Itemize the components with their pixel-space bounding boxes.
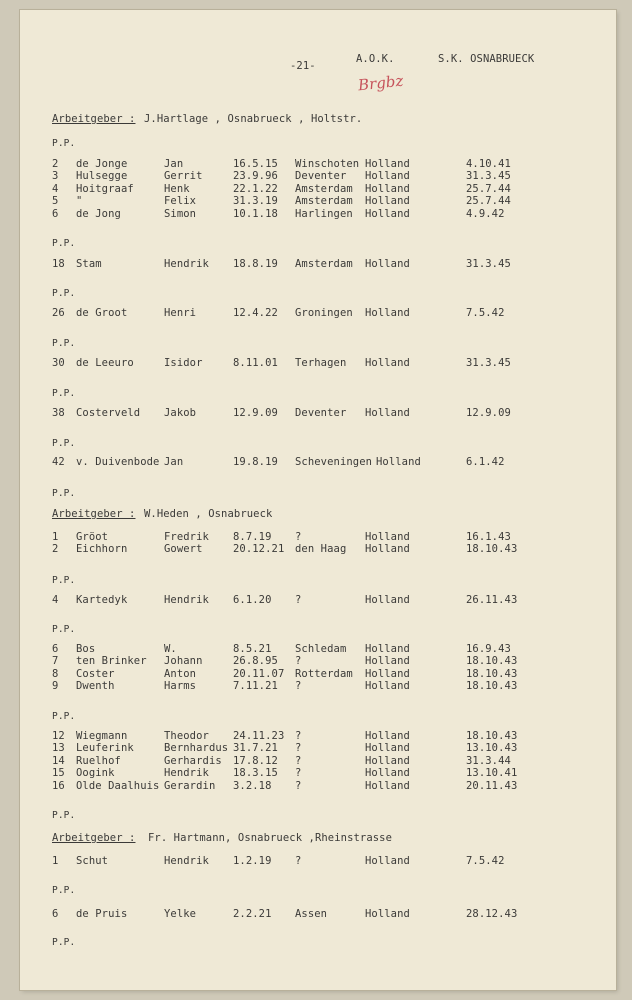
table-cell-firstname: Gowert <box>164 543 203 556</box>
table-cell-surname: Eichhorn <box>76 543 128 556</box>
table-cell-n: 2 <box>52 543 59 556</box>
table-cell-place: Groningen <box>295 307 353 319</box>
table-cell-place: Amsterdam <box>295 182 353 195</box>
table-cell-dob: 10.1.18 <box>233 207 278 220</box>
employer-name: Fr. Hartmann, Osnabrueck ,Rheinstrasse <box>148 832 393 844</box>
table-cell-country: Holland <box>365 779 410 792</box>
table-cell-country: Holland <box>365 407 410 419</box>
table-cell-country: Holland <box>376 456 421 468</box>
pp-label: P.P. <box>52 711 76 722</box>
table-cell-dob: 20.12.21 <box>233 543 285 556</box>
table-cell-date: 18.10.43 <box>466 667 518 680</box>
pp-label: P.P. <box>52 488 76 499</box>
table-cell-date: 28.12.43 <box>466 908 518 920</box>
table-cell-dob: 17.8.12 <box>233 754 278 767</box>
table-cell-country: Holland <box>365 195 410 208</box>
table-cell-dob: 2.2.21 <box>233 908 272 920</box>
table-cell-country: Holland <box>365 594 410 606</box>
table-cell-surname: Olde Daalhuis <box>76 779 160 792</box>
table-cell-n: 26 <box>52 307 65 319</box>
employer-name: J.Hartlage , Osnabrueck , Holtstr. <box>144 113 363 125</box>
table-cell-country: Holland <box>365 182 410 195</box>
table-cell-place: Harlingen <box>295 207 353 220</box>
table-cell-firstname: Henk <box>164 182 190 195</box>
table-cell-firstname: Jakob <box>164 407 197 419</box>
table-cell-n: 5 <box>52 195 59 208</box>
table-cell-n: 42 <box>52 456 65 468</box>
pp-label: P.P. <box>52 810 76 821</box>
table-cell-surname: Oogink <box>76 767 115 780</box>
table-cell-place: Scheveningen <box>295 456 373 468</box>
table-cell-place: ? <box>295 594 302 606</box>
table-cell-date: 18.10.43 <box>466 730 518 742</box>
table-cell-country: Holland <box>365 207 410 220</box>
pp-label: P.P. <box>52 438 76 449</box>
pp-label: P.P. <box>52 238 76 249</box>
table-cell-dob: 20.11.07 <box>233 667 285 680</box>
table-cell-surname: v. Duivenbode <box>76 456 160 468</box>
table-cell-firstname: Isidor <box>164 357 203 369</box>
table-cell-firstname: Gerrit <box>164 170 203 183</box>
table-cell-country: Holland <box>365 730 410 742</box>
table-cell-dob: 31.7.21 <box>233 742 278 755</box>
table-cell-date: 26.11.43 <box>466 594 518 606</box>
table-cell-dob: 3.2.18 <box>233 779 272 792</box>
table-cell-country: Holland <box>365 667 410 680</box>
table-cell-firstname: Jan <box>164 158 184 170</box>
table-cell-date: 7.5.42 <box>466 855 505 867</box>
pp-label: P.P. <box>52 338 76 349</box>
table-cell-firstname: Simon <box>164 207 197 220</box>
table-cell-date: 4.9.42 <box>466 207 505 220</box>
table-cell-dob: 1.2.19 <box>233 855 272 867</box>
pp-label: P.P. <box>52 388 76 399</box>
table-cell-dob: 26.8.95 <box>233 655 278 668</box>
table-cell-date: 16.9.43 <box>466 643 511 655</box>
table-cell-firstname: Hendrik <box>164 855 209 867</box>
table-cell-n: 6 <box>52 908 59 920</box>
table-cell-place: Rotterdam <box>295 667 353 680</box>
table-cell-n: 8 <box>52 667 59 680</box>
table-cell-surname: Bos <box>76 643 96 655</box>
table-cell-surname: Stam <box>76 258 102 270</box>
table-cell-place: ? <box>295 655 302 668</box>
table-cell-surname: Hoitgraaf <box>76 182 134 195</box>
table-cell-date: 13.10.41 <box>466 767 518 780</box>
table-cell-dob: 6.1.20 <box>233 594 272 606</box>
table-cell-surname: Hulsegge <box>76 170 128 183</box>
table-cell-country: Holland <box>365 643 410 655</box>
table-cell-surname: Kartedyk <box>76 594 128 606</box>
table-cell-firstname: Jan <box>164 456 184 468</box>
table-cell-firstname: Johann <box>164 655 203 668</box>
table-cell-place: ? <box>295 730 302 742</box>
table-cell-country: Holland <box>365 908 410 920</box>
table-cell-dob: 18.8.19 <box>233 258 278 270</box>
table-cell-place: ? <box>295 742 302 755</box>
table-cell-dob: 22.1.22 <box>233 182 278 195</box>
table-cell-dob: 12.9.09 <box>233 407 278 419</box>
table-cell-n: 16 <box>52 779 65 792</box>
table-cell-n: 2 <box>52 158 59 170</box>
table-cell-place: Assen <box>295 908 328 920</box>
pp-label: P.P. <box>52 138 76 149</box>
table-cell-country: Holland <box>365 170 410 183</box>
table-cell-country: Holland <box>365 258 410 270</box>
table-cell-surname: de Jong <box>76 207 121 220</box>
table-cell-country: Holland <box>365 742 410 755</box>
table-cell-date: 12.9.09 <box>466 407 511 419</box>
employer-label: Arbeitgeber : <box>52 508 136 520</box>
table-cell-surname: Schut <box>76 855 109 867</box>
table-cell-dob: 24.11.23 <box>233 730 285 742</box>
table-cell-n: 6 <box>52 643 59 655</box>
table-cell-surname: Dwenth <box>76 680 115 693</box>
table-cell-dob: 12.4.22 <box>233 307 278 319</box>
table-cell-surname: Leuferink <box>76 742 134 755</box>
table-cell-n: 3 <box>52 170 59 183</box>
table-cell-n: 6 <box>52 207 59 220</box>
table-cell-country: Holland <box>365 543 410 556</box>
org-label: A.O.K. <box>356 53 395 65</box>
table-cell-place: Deventer <box>295 170 347 183</box>
table-cell-surname: " <box>76 195 83 208</box>
table-cell-firstname: Hendrik <box>164 767 209 780</box>
table-cell-place: ? <box>295 754 302 767</box>
table-cell-firstname: Hendrik <box>164 258 209 270</box>
table-cell-place: den Haag <box>295 543 347 556</box>
table-cell-n: 30 <box>52 357 65 369</box>
table-cell-surname: de Groot <box>76 307 128 319</box>
pp-label: P.P. <box>52 624 76 635</box>
table-cell-surname: ten Brinker <box>76 655 147 668</box>
table-cell-firstname: Gerhardis <box>164 754 222 767</box>
table-cell-n: 7 <box>52 655 59 668</box>
table-cell-date: 31.3.45 <box>466 258 511 270</box>
table-cell-firstname: Felix <box>164 195 197 208</box>
table-cell-country: Holland <box>365 357 410 369</box>
table-cell-n: 1 <box>52 531 59 543</box>
table-cell-date: 31.3.45 <box>466 170 511 183</box>
table-cell-n: 18 <box>52 258 65 270</box>
table-cell-n: 4 <box>52 182 59 195</box>
table-cell-dob: 7.11.21 <box>233 680 278 693</box>
pp-label: P.P. <box>52 575 76 586</box>
table-cell-date: 16.1.43 <box>466 531 511 543</box>
table-cell-date: 20.11.43 <box>466 779 518 792</box>
table-cell-date: 18.10.43 <box>466 680 518 693</box>
table-cell-n: 13 <box>52 742 65 755</box>
table-cell-firstname: Harms <box>164 680 197 693</box>
table-cell-n: 1 <box>52 855 59 867</box>
table-cell-surname: de Jonge <box>76 158 128 170</box>
office-label: S.K. OSNABRUECK <box>438 53 535 65</box>
table-cell-n: 12 <box>52 730 65 742</box>
handwritten-stamp: Brgbz <box>357 71 405 95</box>
employer-label: Arbeitgeber : <box>52 113 136 125</box>
table-cell-country: Holland <box>365 767 410 780</box>
table-cell-dob: 8.7.19 <box>233 531 272 543</box>
table-cell-surname: de Pruis <box>76 908 128 920</box>
table-cell-dob: 8.11.01 <box>233 357 278 369</box>
table-cell-date: 25.7.44 <box>466 182 511 195</box>
table-cell-date: 31.3.45 <box>466 357 511 369</box>
table-cell-date: 6.1.42 <box>466 456 505 468</box>
table-cell-date: 25.7.44 <box>466 195 511 208</box>
table-cell-place: Terhagen <box>295 357 347 369</box>
table-cell-place: ? <box>295 855 302 867</box>
table-cell-date: 18.10.43 <box>466 543 518 556</box>
table-cell-dob: 23.9.96 <box>233 170 278 183</box>
table-cell-surname: Coster <box>76 667 115 680</box>
table-cell-dob: 8.5.21 <box>233 643 272 655</box>
table-cell-firstname: Fredrik <box>164 531 209 543</box>
table-cell-place: Amsterdam <box>295 195 353 208</box>
pp-label: P.P. <box>52 288 76 299</box>
table-cell-n: 38 <box>52 407 65 419</box>
table-cell-place: Amsterdam <box>295 258 353 270</box>
table-cell-country: Holland <box>365 531 410 543</box>
pp-label: P.P. <box>52 937 76 948</box>
table-cell-n: 14 <box>52 754 65 767</box>
table-cell-dob: 31.3.19 <box>233 195 278 208</box>
table-cell-date: 7.5.42 <box>466 307 505 319</box>
table-cell-dob: 16.5.15 <box>233 158 278 170</box>
table-cell-country: Holland <box>365 855 410 867</box>
table-cell-n: 9 <box>52 680 59 693</box>
table-cell-surname: Ruelhof <box>76 754 121 767</box>
table-cell-firstname: Bernhardus <box>164 742 229 755</box>
table-cell-country: Holland <box>365 158 410 170</box>
page-number: -21- <box>290 60 316 72</box>
table-cell-place: ? <box>295 531 302 543</box>
table-cell-surname: Gröot <box>76 531 109 543</box>
table-cell-surname: Costerveld <box>76 407 141 419</box>
table-cell-firstname: Theodor <box>164 730 209 742</box>
table-cell-place: ? <box>295 767 302 780</box>
table-cell-surname: de Leeuro <box>76 357 134 369</box>
table-cell-date: 18.10.43 <box>466 655 518 668</box>
employer-name: W.Heden , Osnabrueck <box>144 508 273 520</box>
table-cell-country: Holland <box>365 754 410 767</box>
table-cell-date: 31.3.44 <box>466 754 511 767</box>
table-cell-firstname: W. <box>164 643 177 655</box>
table-cell-dob: 18.3.15 <box>233 767 278 780</box>
table-cell-place: Schledam <box>295 643 347 655</box>
table-cell-place: Winschoten <box>295 158 360 170</box>
table-cell-date: 13.10.43 <box>466 742 518 755</box>
table-cell-place: ? <box>295 779 302 792</box>
table-cell-firstname: Henri <box>164 307 197 319</box>
table-cell-firstname: Gerardin <box>164 779 216 792</box>
table-cell-n: 4 <box>52 594 59 606</box>
table-cell-place: ? <box>295 680 302 693</box>
table-cell-surname: Wiegmann <box>76 730 128 742</box>
table-cell-country: Holland <box>365 655 410 668</box>
table-cell-date: 4.10.41 <box>466 158 511 170</box>
table-cell-place: Deventer <box>295 407 347 419</box>
table-cell-firstname: Yelke <box>164 908 197 920</box>
table-cell-n: 15 <box>52 767 65 780</box>
table-cell-country: Holland <box>365 680 410 693</box>
employer-label: Arbeitgeber : <box>52 832 136 844</box>
table-cell-country: Holland <box>365 307 410 319</box>
table-cell-firstname: Hendrik <box>164 594 209 606</box>
table-cell-dob: 19.8.19 <box>233 456 278 468</box>
pp-label: P.P. <box>52 885 76 896</box>
table-cell-firstname: Anton <box>164 667 197 680</box>
